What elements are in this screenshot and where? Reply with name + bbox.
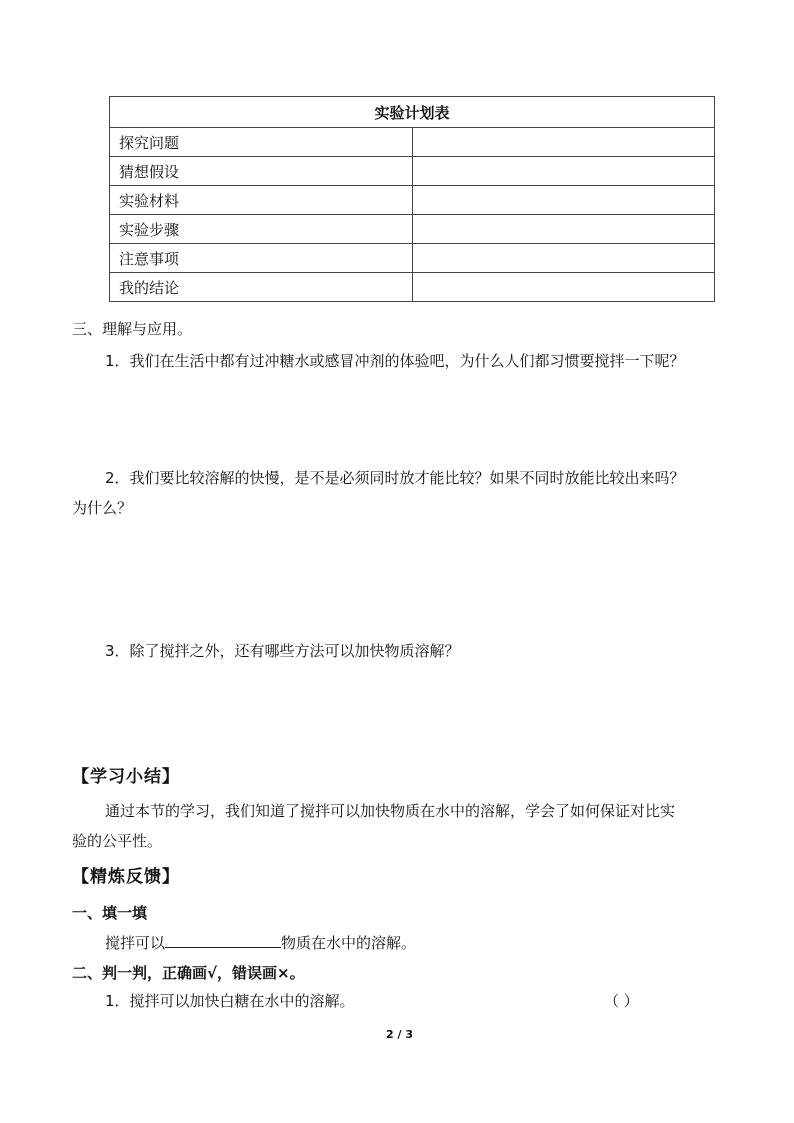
table-row-label: 实验步骤 — [110, 215, 413, 244]
table-row-input[interactable] — [412, 215, 715, 244]
table-row-input[interactable] — [412, 128, 715, 157]
question-3: 3．除了搅拌之外，还有哪些方法可以加快物质溶解？ — [105, 642, 460, 660]
table-row-label: 我的结论 — [110, 273, 413, 302]
page-number: 2 / 3 — [386, 1028, 413, 1041]
section3-heading: 三、理解与应用。 — [72, 320, 193, 338]
table-row-input[interactable] — [412, 244, 715, 273]
table-row-input[interactable] — [412, 157, 715, 186]
check-mark-icon: √ — [207, 964, 218, 982]
table-row-input[interactable] — [412, 186, 715, 215]
fill-heading: 一、填一填 — [72, 904, 148, 922]
table-title: 实验计划表 — [110, 97, 715, 128]
table-row-label: 猜想假设 — [110, 157, 413, 186]
fill-blank[interactable] — [165, 933, 281, 948]
judge-heading: 二、判一判，正确画√，错误画×。 — [72, 964, 305, 982]
fill-question — [105, 932, 416, 953]
question-1: 1．我们在生活中都有过冲糖水或感冒冲剂的体验吧，为什么人们都习惯要搅拌一下呢？ — [105, 352, 685, 370]
summary-line1: 通过本节的学习，我们知道了搅拌可以加快物质在水中的溶解，学会了如何保证对比实 — [105, 802, 676, 820]
summary-line2: 验的公平性。 — [72, 832, 163, 850]
question-2-line2: 为什么？ — [72, 499, 133, 517]
experiment-plan-table — [109, 96, 715, 302]
judge-answer-paren[interactable]: （ ） — [604, 992, 639, 1010]
table-row-label: 实验材料 — [110, 186, 413, 215]
judge-item-1: 1．搅拌可以加快白糖在水中的溶解。 — [105, 992, 355, 1010]
fill-after: 物质在水中的溶解。 — [281, 934, 417, 952]
table-row-label: 探究问题 — [110, 128, 413, 157]
fill-before: 搅拌可以 — [105, 934, 166, 952]
table-row-input[interactable] — [412, 273, 715, 302]
feedback-heading: 【精炼反馈】 — [72, 867, 180, 887]
cross-mark-icon: × — [277, 964, 290, 982]
question-2-line1: 2．我们要比较溶解的快慢，是不是必须同时放才能比较？如果不同时放能比较出来吗？ — [105, 469, 685, 487]
table-row-label: 注意事项 — [110, 244, 413, 273]
summary-heading: 【学习小结】 — [72, 767, 180, 787]
